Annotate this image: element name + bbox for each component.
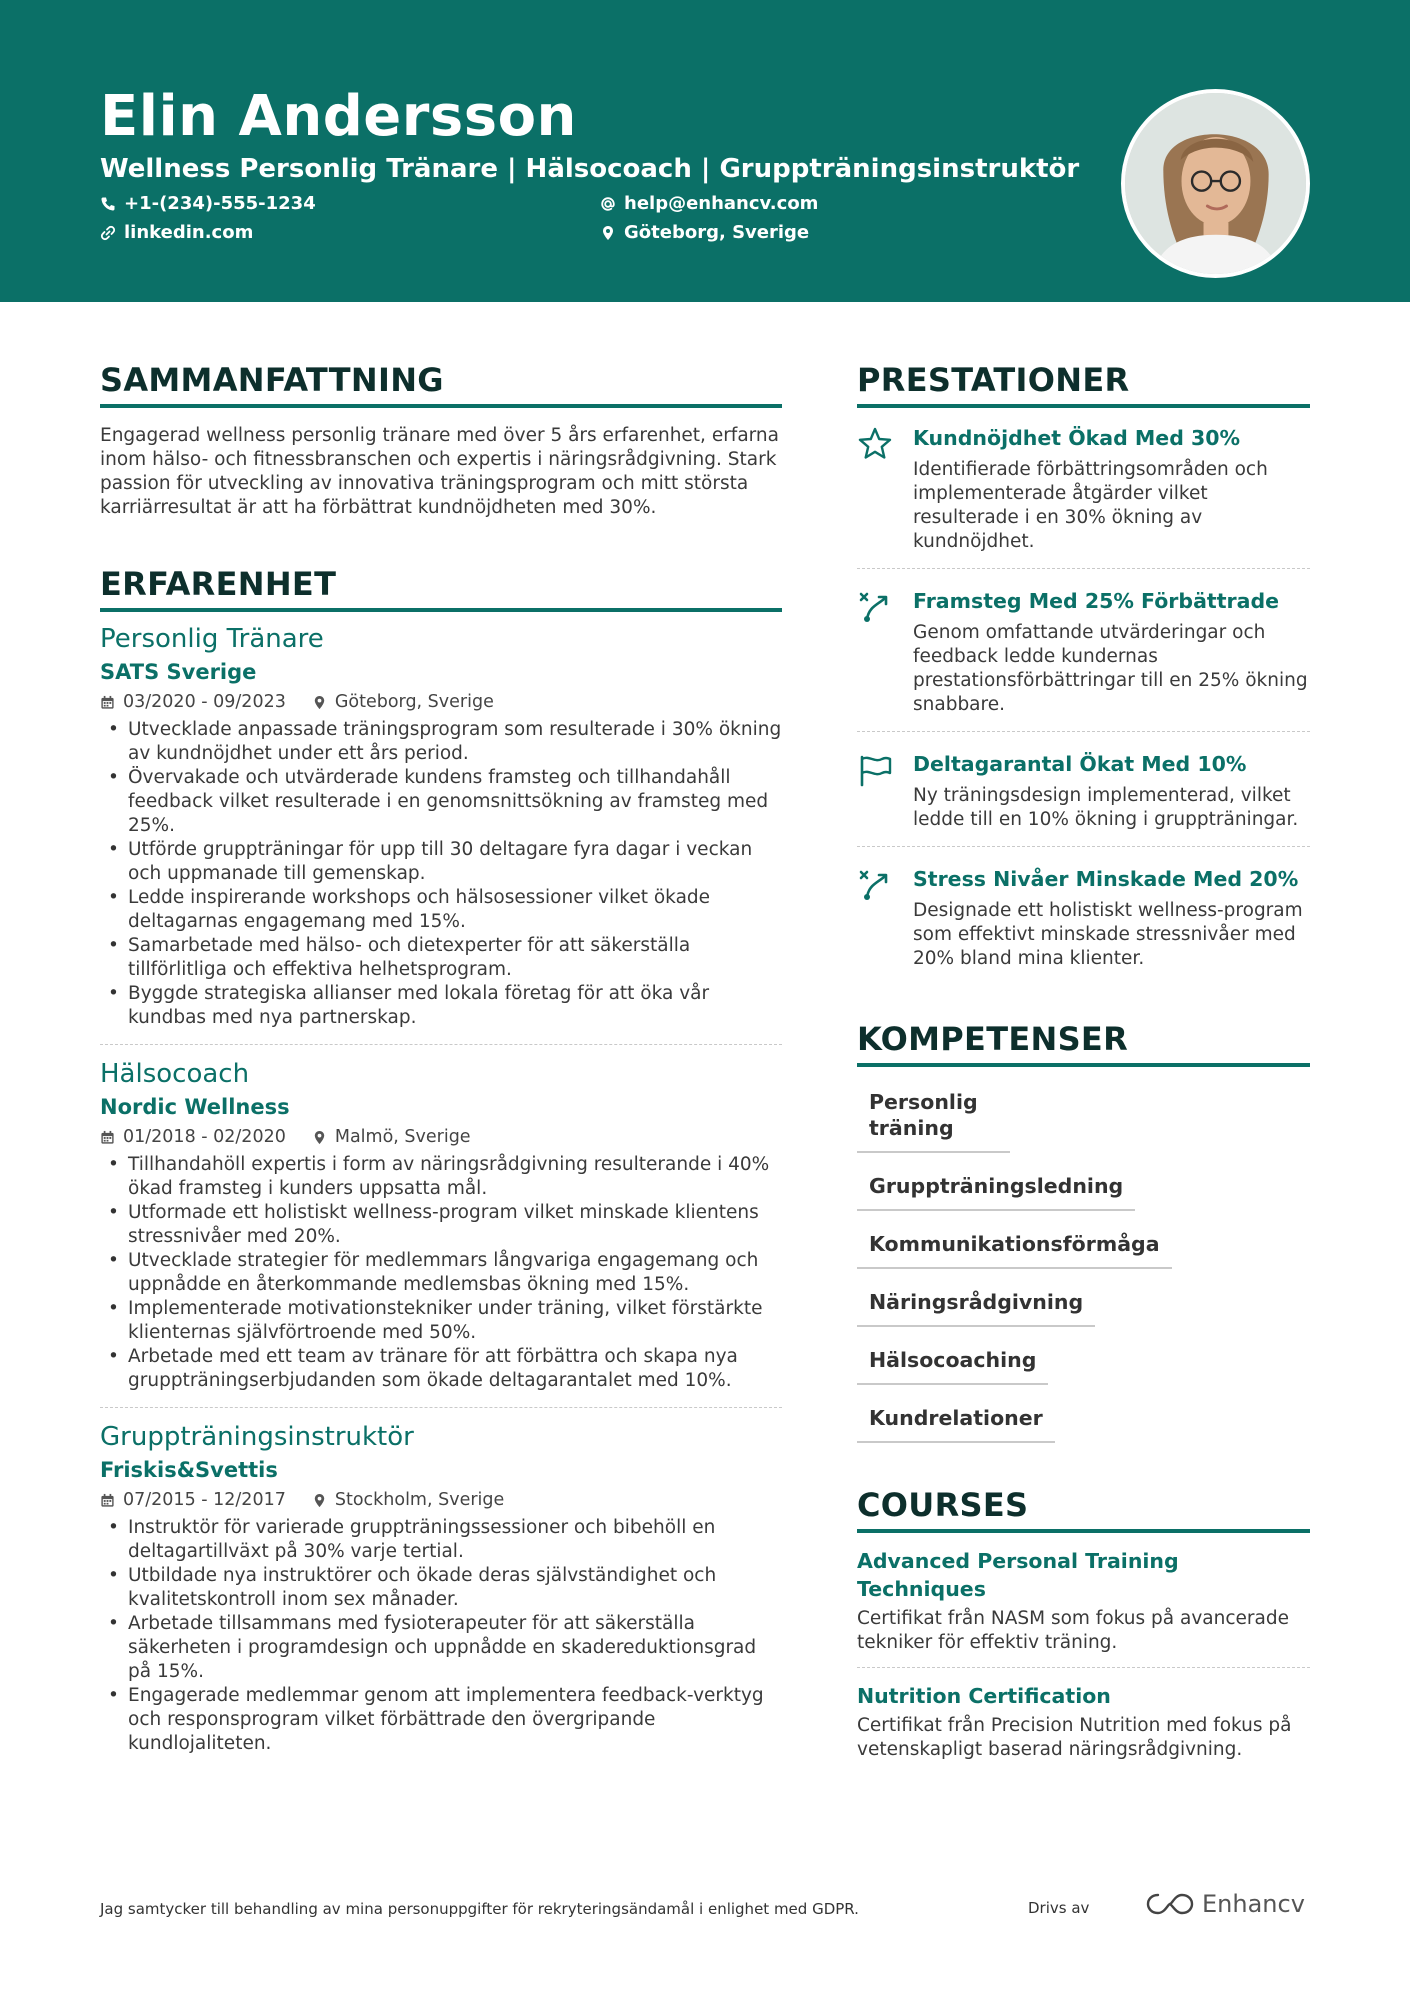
summary-heading: SAMMANFATTNING — [100, 360, 782, 408]
candidate-name: Elin Andersson — [100, 84, 577, 149]
bullet-item: • Ledde inspirerande workshops och hälsosessioner vilket ökade deltagarnas engagemang med 15%. — [100, 886, 782, 934]
location-text: Malmö, Sverige — [334, 1127, 471, 1147]
company-name: Friskis&Svettis — [100, 1458, 278, 1482]
achievement-title: Stress Nivåer Minskade Med 20% — [913, 867, 1299, 891]
job-divider — [100, 1044, 782, 1045]
achievement-desc: Designade ett holistiskt wellness-program som effektivt minskade stressnivåer med 20% bland mina klienter. — [913, 900, 1303, 969]
skill-tag: Hälsocoaching — [857, 1339, 1048, 1385]
achievement-title: Framsteg Med 25% Förbättrade — [913, 589, 1280, 613]
course-item — [857, 1668, 1310, 1762]
bullet-item: • Instruktör för varierade gruppträningssessioner och bibehöll en deltagartillväxt på 30% varje tertial. — [100, 1516, 782, 1564]
skill-tag: Kommunikationsförmåga — [857, 1223, 1172, 1269]
left-column — [100, 360, 782, 1756]
achievement-item — [857, 847, 1310, 971]
course-title: Advanced Personal Training Techniques — [857, 1549, 1179, 1601]
job-entry — [100, 622, 782, 1030]
bullet-item: • Utvecklade strategier för medlemmars långvariga engagemang och uppnådde en återkommande medlemsbas ökning med 15%. — [100, 1249, 782, 1297]
job-meta — [100, 690, 782, 714]
achievement-title: Kundnöjdhet Ökad Med 30% — [913, 426, 1241, 450]
contact-phone[interactable] — [100, 193, 316, 214]
achievement-item — [857, 569, 1310, 717]
at-icon — [600, 196, 616, 212]
profile-photo — [1121, 89, 1310, 278]
job-entry — [100, 1057, 782, 1393]
company-name: SATS Sverige — [100, 660, 257, 684]
job-dates — [100, 1125, 286, 1149]
location-text: Göteborg, Sverige — [334, 692, 494, 712]
skill-tag: Personlig träning — [857, 1081, 1010, 1153]
bullet-item: • Samarbetade med hälso- och dietexperter för att säkerställa tillförlitliga och effektiva helhetsprogram. — [100, 934, 782, 982]
header-banner — [0, 0, 1410, 302]
job-meta — [100, 1125, 782, 1149]
star-icon — [857, 426, 893, 462]
job-dates — [100, 1488, 286, 1512]
contact-linkedin[interactable] — [100, 222, 253, 243]
bullet-item: • Byggde strategiska allianser med lokala företag för att öka vår kundbas med nya partnerskap. — [100, 982, 782, 1030]
bullet-item: • Utbildade nya instruktörer och ökade deras självständighet och kvalitetskontroll inom sex månader. — [100, 1564, 782, 1612]
job-bullets — [100, 1516, 782, 1756]
job-bullets — [100, 718, 782, 1030]
dates-text: 03/2020 - 09/2023 — [123, 692, 286, 712]
flag-icon — [857, 752, 893, 788]
contact-email[interactable] — [600, 193, 818, 214]
course-item — [857, 1533, 1310, 1655]
link-icon — [100, 225, 116, 241]
phone-icon — [100, 196, 116, 212]
job-location — [312, 1488, 504, 1512]
job-title: Personlig Tränare — [100, 624, 324, 654]
achievement-item — [857, 408, 1310, 554]
calendar-icon — [100, 1130, 115, 1145]
location-text: Göteborg, Sverige — [624, 222, 810, 243]
skill-tag: Gruppträningsledning — [857, 1165, 1135, 1211]
phone-text: +1-(234)-555-1234 — [124, 193, 316, 214]
job-entry — [100, 1420, 782, 1756]
job-location — [312, 690, 494, 714]
progress-icon — [857, 867, 893, 903]
avatar-illustration — [1125, 93, 1306, 274]
gdpr-consent: Jag samtycker till behandling av mina personuppgifter för rekryteringsändamål i enlighet med GDPR. — [100, 1900, 859, 1918]
job-dates — [100, 690, 286, 714]
courses-heading: COURSES — [857, 1485, 1310, 1533]
achievement-desc: Identifierade förbättringsområden och implementerade åtgärder vilket resulterade i en 30% ökning av kundnöjdhet. — [913, 459, 1268, 552]
bullet-item: • Arbetade tillsammans med fysioterapeuter för att säkerställa säkerheten i programdesign och uppnådde en skadereduktionsgrad på 15%. — [100, 1612, 782, 1684]
bullet-item: • Utformade ett holistiskt wellness-program vilket minskade klientens stressnivåer med 20%. — [100, 1201, 782, 1249]
email-text: help@enhancv.com — [624, 193, 819, 214]
achievement-desc: Genom omfattande utvärderingar och feedback ledde kundernas prestationsförbättringar till en 25% ökning snabbare. — [913, 622, 1308, 715]
location-pin-icon — [312, 1130, 327, 1145]
company-name: Nordic Wellness — [100, 1095, 290, 1119]
powered-by: Drivs av — [1028, 1899, 1090, 1917]
job-location — [312, 1125, 471, 1149]
infinity-logo-icon — [1146, 1891, 1194, 1917]
bullet-item: • Utvecklade anpassade träningsprogram som resulterade i 30% ökning av kundnöjdhet under ett års period. — [100, 718, 782, 766]
course-desc: Certifikat från Precision Nutrition med fokus på vetenskapligt baserad näringsrådgivning. — [857, 1715, 1292, 1760]
skill-tag: Näringsrådgivning — [857, 1281, 1095, 1327]
location-pin-icon — [312, 695, 327, 710]
achievements-heading: PRESTATIONER — [857, 360, 1310, 408]
enhancv-logo[interactable] — [1146, 1890, 1305, 1918]
bullet-item: • Implementerade motivationstekniker under träning, vilket förstärkte klienternas självförtroende med 50%. — [100, 1297, 782, 1345]
skill-tag: Kundrelationer — [857, 1397, 1055, 1443]
achievement-title: Deltagarantal Ökat Med 10% — [913, 752, 1247, 776]
right-column — [857, 360, 1310, 1762]
dates-text: 01/2018 - 02/2020 — [123, 1127, 286, 1147]
job-title: Hälsocoach — [100, 1059, 250, 1089]
linkedin-text: linkedin.com — [124, 222, 254, 243]
bullet-item: • Engagerade medlemmar genom att implementera feedback-verktyg och responsprogram vilket förbättrade den övergripande kundlojaliteten. — [100, 1684, 782, 1756]
bullet-item: • Utförde gruppträningar för upp till 30 deltagare fyra dagar i veckan och uppmanade till gemenskap. — [100, 838, 782, 886]
job-meta — [100, 1488, 782, 1512]
job-title: Gruppträningsinstruktör — [100, 1422, 414, 1452]
bullet-item: • Övervakade och utvärderade kundens framsteg och tillhandahåll feedback vilket resulterade i en genomsnittsökning av framsteg med 25%. — [100, 766, 782, 838]
brand-name: Enhancv — [1202, 1890, 1305, 1918]
job-bullets — [100, 1153, 782, 1393]
skills-list — [857, 1081, 1310, 1455]
experience-heading: ERFARENHET — [100, 564, 782, 612]
bullet-item: • Arbetade med ett team av tränare för att förbättra och skapa nya gruppträningserbjudanden som ökade deltagarantalet med 10%. — [100, 1345, 782, 1393]
skills-heading: KOMPETENSER — [857, 1019, 1310, 1067]
location-pin-icon — [312, 1493, 327, 1508]
calendar-icon — [100, 695, 115, 710]
course-desc: Certifikat från NASM som fokus på avancerade tekniker för effektiv träning. — [857, 1608, 1289, 1653]
location-text: Stockholm, Sverige — [334, 1490, 505, 1510]
achievement-item — [857, 732, 1310, 832]
achievement-desc: Ny träningsdesign implementerad, vilket ledde till en 10% ökning i gruppträningar. — [913, 785, 1299, 830]
dates-text: 07/2015 - 12/2017 — [123, 1490, 286, 1510]
summary-text: Engagerad wellness personlig tränare med över 5 års erfarenhet, erfarna inom hälso- och fitnessbranschen och expertis i näringsrådgivning. Stark passion för utveckling av innovativa träningsprogram och mitt största karriärresultat är att ha förbättrat kundnöjdheten med 30%. — [100, 425, 779, 518]
progress-icon — [857, 589, 893, 625]
candidate-tagline: Wellness Personlig Tränare | Hälsocoach | Gruppträningsinstruktör — [100, 154, 1080, 184]
course-title: Nutrition Certification — [857, 1684, 1111, 1708]
contact-location — [600, 222, 809, 243]
bullet-item: • Tillhandahöll expertis i form av näringsrådgivning resulterande i 40% ökad framsteg i kunders uppsatta mål. — [100, 1153, 782, 1201]
calendar-icon — [100, 1493, 115, 1508]
location-pin-icon — [600, 225, 616, 241]
job-divider — [100, 1407, 782, 1408]
